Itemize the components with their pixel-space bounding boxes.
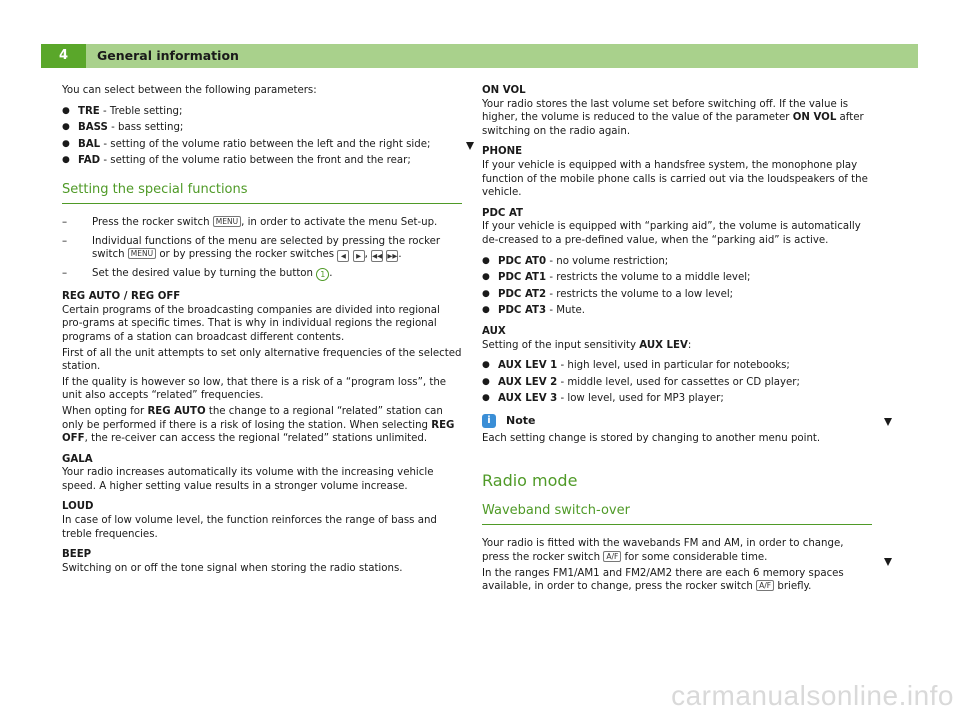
bullet-icon: ● bbox=[482, 360, 490, 371]
list-item bbox=[62, 138, 462, 152]
page-title: General information bbox=[97, 48, 239, 63]
section-end-icon bbox=[466, 142, 474, 150]
list-item bbox=[482, 304, 872, 318]
right-arrow-icon: ▶ bbox=[353, 250, 365, 262]
list-item-key: AUX LEV 2 bbox=[498, 376, 558, 388]
loud-title: LOUD bbox=[62, 501, 94, 513]
menu-key-icon: MENU bbox=[128, 248, 156, 259]
list-item-text: - setting of the volume ratio between the left and the right side; bbox=[100, 138, 431, 150]
list-item bbox=[62, 154, 462, 168]
note-text: Each setting change is stored by changing to another menu point. bbox=[482, 432, 821, 444]
right-column bbox=[482, 84, 872, 601]
waveband-p1: Your radio is fitted with the wavebands FM and AM, in order to change, press the rocker switch A/F for some considerable time. bbox=[482, 538, 844, 564]
bullet-icon: ● bbox=[482, 288, 490, 299]
pdc-list bbox=[482, 255, 872, 318]
gala-text: Your radio increases automatically its volume with the increasing vehicle speed. A higher setting value results in a stronger volume increase. bbox=[62, 467, 434, 492]
pdc-title: PDC AT bbox=[482, 207, 523, 219]
bullet-icon: ● bbox=[482, 376, 490, 387]
parameter-list bbox=[62, 105, 462, 168]
list-item-key: FAD bbox=[78, 155, 101, 167]
list-item-key: AUX LEV 1 bbox=[498, 360, 558, 372]
onvol-text: Your radio stores the last volume set before switching off. If the value is higher, the volume is reduced to the value of the parameter ON VOL after switching on the radio again. bbox=[482, 98, 864, 137]
left-arrow-icon: ◀ bbox=[337, 250, 349, 262]
bullet-icon: ● bbox=[62, 138, 70, 149]
reference-marker-icon: 1 bbox=[316, 268, 329, 281]
pdc-text: If your vehicle is equipped with “parking aid”, the volume is automatically de-creased to a pre-defined value, when the “parking aid” is active. bbox=[482, 221, 861, 246]
waveband-heading: Waveband switch-over bbox=[482, 503, 872, 525]
regauto-p3: If the quality is however so low, that there is a risk of a “program loss”, the unit also accepts “related” frequencies. bbox=[62, 376, 447, 402]
list-item-key: PDC AT2 bbox=[498, 288, 547, 300]
list-item-text: - high level, used in particular for notebooks; bbox=[557, 360, 790, 372]
list-item-key: PDC AT1 bbox=[498, 272, 547, 284]
regauto-title: REG AUTO / REG OFF bbox=[62, 291, 181, 303]
aux-text: Setting of the input sensitivity AUX LEV: bbox=[482, 339, 692, 351]
rewind-icon: ◀◀ bbox=[372, 252, 383, 261]
watermark: carmanualsonline.info bbox=[671, 680, 954, 711]
af-key-icon: A/F bbox=[756, 580, 774, 591]
onvol-title: ON VOL bbox=[482, 85, 526, 96]
list-item bbox=[62, 121, 462, 135]
list-item bbox=[482, 392, 872, 406]
menu-key-icon: MENU bbox=[213, 216, 241, 227]
list-item bbox=[482, 288, 872, 302]
intro-text: You can select between the following parameters: bbox=[62, 85, 317, 96]
phone-text: If your vehicle is equipped with a handsfree system, the monophone play function of the mobile phone calls is carried out via the loudspeakers of the vehicle. bbox=[482, 159, 868, 199]
special-functions-heading: Setting the special functions bbox=[62, 182, 462, 204]
section-end-icon bbox=[884, 558, 892, 566]
list-item-text: - no volume restriction; bbox=[546, 255, 669, 267]
list-item-text: - Mute. bbox=[546, 305, 585, 317]
aux-title: AUX bbox=[482, 325, 506, 337]
af-key-icon: A/F bbox=[603, 551, 621, 562]
left-column bbox=[62, 84, 462, 582]
gala-title: GALA bbox=[62, 453, 93, 465]
step-2: – Individual functions of the menu are selected by pressing the rocker switch MENU or by pressing the rocker switches ◀ ▶ , ◀◀ ▶▶. bbox=[62, 235, 441, 261]
note-header bbox=[482, 414, 872, 428]
list-item-key: BAL bbox=[78, 138, 101, 150]
bullet-icon: ● bbox=[482, 393, 490, 404]
bullet-icon: ● bbox=[62, 155, 70, 166]
beep-text: Switching on or off the tone signal when storing the radio stations. bbox=[62, 562, 403, 574]
list-item-key: PDC AT3 bbox=[498, 305, 547, 317]
list-item-text: - bass setting; bbox=[107, 122, 184, 134]
list-item-text: - middle level, used for cassettes or CD player; bbox=[557, 376, 800, 388]
bullet-icon: ● bbox=[482, 272, 490, 283]
loud-text: In case of low volume level, the function reinforces the range of bass and treble frequencies. bbox=[62, 515, 437, 540]
phone-title: PHONE bbox=[482, 146, 523, 158]
regauto-p4: When opting for REG AUTO the change to a regional “related” station can only be performed if there is a risk of losing the station. When selecting REG OFF, the re-ceiver can access the regional “related” stations unlimited. bbox=[62, 405, 455, 445]
info-icon: i bbox=[482, 414, 496, 428]
section-end-icon bbox=[884, 418, 892, 426]
fast-forward-icon: ▶▶ bbox=[387, 252, 398, 261]
note-title: Note bbox=[506, 414, 536, 428]
regauto-p1: Certain programs of the broadcasting companies are divided into regional pro-grams at specific times. That is why in individual regions the regional programs of a station can broadcast different contents. bbox=[62, 304, 440, 343]
list-item bbox=[482, 376, 872, 390]
list-item bbox=[482, 255, 872, 269]
list-item bbox=[482, 359, 872, 373]
radio-mode-heading: Radio mode bbox=[482, 471, 578, 491]
list-item-key: AUX LEV 3 bbox=[498, 393, 558, 405]
bullet-icon: ● bbox=[62, 122, 70, 133]
list-item-text: - restricts the volume to a low level; bbox=[546, 288, 734, 300]
list-item-text: - restricts the volume to a middle level; bbox=[546, 272, 751, 284]
bullet-icon: ● bbox=[62, 105, 70, 116]
list-item-text: - low level, used for MP3 player; bbox=[557, 393, 724, 405]
list-item-key: PDC AT0 bbox=[498, 255, 547, 267]
bullet-icon: ● bbox=[482, 255, 490, 266]
beep-title: BEEP bbox=[62, 549, 92, 561]
step-1: – Press the rocker switch MENU , in order to activate the menu Set-up. bbox=[62, 216, 438, 228]
list-item-key: BASS bbox=[78, 122, 108, 134]
list-item bbox=[62, 105, 462, 119]
regauto-p2: First of all the unit attempts to set only alternative frequencies of the selected station. bbox=[62, 347, 462, 373]
list-item-key: TRE bbox=[78, 105, 100, 117]
waveband-p2: In the ranges FM1/AM1 and FM2/AM2 there are each 6 memory spaces available, in order to change, press the rocker switch A/F briefly. bbox=[482, 567, 844, 593]
list-item bbox=[482, 271, 872, 285]
aux-list bbox=[482, 359, 872, 406]
step-3: – Set the desired value by turning the button 1 . bbox=[62, 268, 333, 280]
list-item-text: - setting of the volume ratio between the front and the rear; bbox=[100, 155, 411, 167]
list-item-text: - Treble setting; bbox=[99, 105, 183, 117]
bullet-icon: ● bbox=[482, 305, 490, 316]
page-number: 4 bbox=[41, 44, 86, 68]
